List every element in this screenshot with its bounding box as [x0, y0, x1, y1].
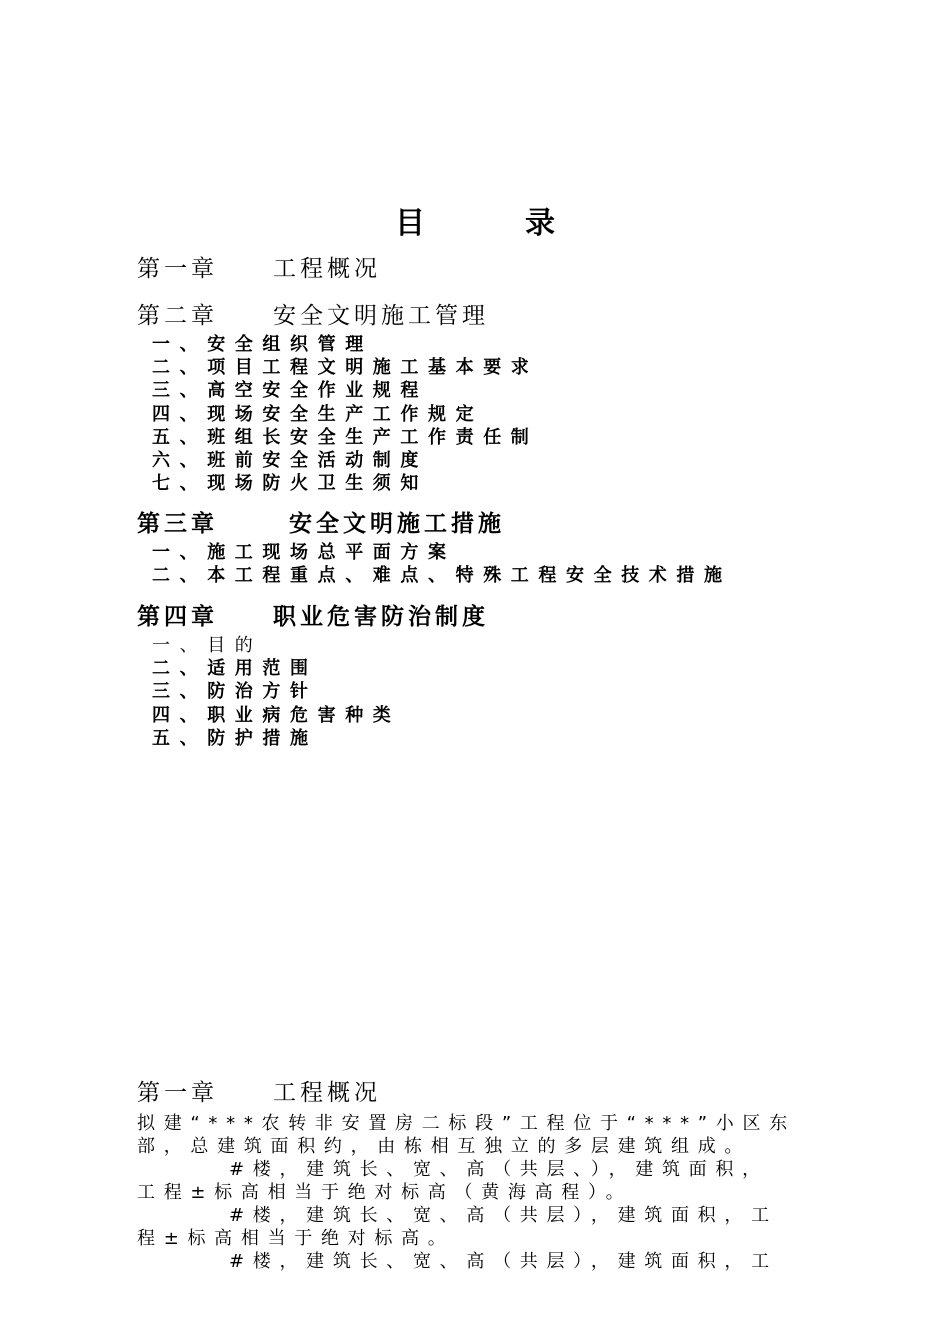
section-heading: [137, 1074, 381, 1107]
toc-item[interactable]: 一、目的: [152, 635, 263, 656]
body-line: 部，总建筑面积约，由栋相互独立的多层建筑组成。: [137, 1136, 752, 1157]
toc-title-left: 目: [395, 206, 425, 241]
toc-item[interactable]: 二、本工程重点、难点、特殊工程安全技术措施: [152, 565, 732, 587]
body-line: #楼，建筑长、宽、高（共层），建筑面积，工: [229, 1251, 778, 1272]
toc-title-right: 录: [525, 206, 555, 241]
toc-chapter-1[interactable]: [137, 250, 381, 283]
toc-item[interactable]: 三、高空安全作业规程: [152, 380, 428, 402]
toc-chapter-2[interactable]: [137, 297, 489, 330]
chapter-title: 工程概况: [273, 256, 381, 282]
body-line: 程±标高相当于绝对标高。: [137, 1228, 455, 1249]
chapter-number: 第一章: [137, 1080, 218, 1106]
chapter-title: 工程概况: [273, 1080, 381, 1106]
chapter-number: 第四章: [137, 604, 218, 630]
toc-item[interactable]: 二、适用范围: [152, 658, 318, 680]
toc-item[interactable]: 四、现场安全生产工作规定: [152, 403, 484, 425]
chapter-number: 第三章: [137, 511, 218, 537]
chapter-title: 安全文明施工管理: [273, 303, 489, 329]
toc-chapter-3[interactable]: [137, 505, 505, 538]
body-line: 拟建“***农转非安置房二标段”工程位于“***”小区东: [137, 1113, 796, 1134]
toc-chapter-4-items: [152, 634, 400, 750]
toc-item[interactable]: 一、安全组织管理: [152, 334, 373, 355]
toc-item[interactable]: 二、项目工程文明施工基本要求: [152, 357, 539, 379]
body-line: 工程±标高相当于绝对标高（黄海高程）。: [137, 1182, 633, 1203]
toc-title: [0, 198, 950, 242]
toc-item[interactable]: 一、施工现场总平面方案: [152, 542, 456, 563]
toc-item[interactable]: 三、防治方针: [152, 681, 318, 703]
toc-chapter-3-items: [152, 541, 732, 587]
toc-item[interactable]: 六、班前安全活动制度: [152, 450, 428, 472]
toc-chapter-4[interactable]: [137, 598, 489, 631]
toc-chapter-2-items: [152, 333, 538, 495]
chapter-title: 安全文明施工措施: [289, 511, 505, 537]
toc-item[interactable]: 五、防护措施: [152, 727, 318, 749]
toc-item[interactable]: 七、现场防火卫生须知: [152, 473, 428, 495]
toc-item[interactable]: 五、班组长安全生产工作责任制: [152, 426, 539, 448]
chapter-number: 第一章: [137, 256, 218, 282]
toc-item[interactable]: 四、职业病危害种类: [152, 704, 401, 726]
body-line: #楼，建筑长、宽、高（共层），建筑面积，工: [229, 1205, 778, 1226]
body-line: #楼，建筑长、宽、高（共层、），建筑面积，: [229, 1159, 769, 1180]
section-body: [137, 1112, 857, 1273]
chapter-title: 职业危害防治制度: [273, 604, 489, 630]
chapter-number: 第二章: [137, 303, 218, 329]
